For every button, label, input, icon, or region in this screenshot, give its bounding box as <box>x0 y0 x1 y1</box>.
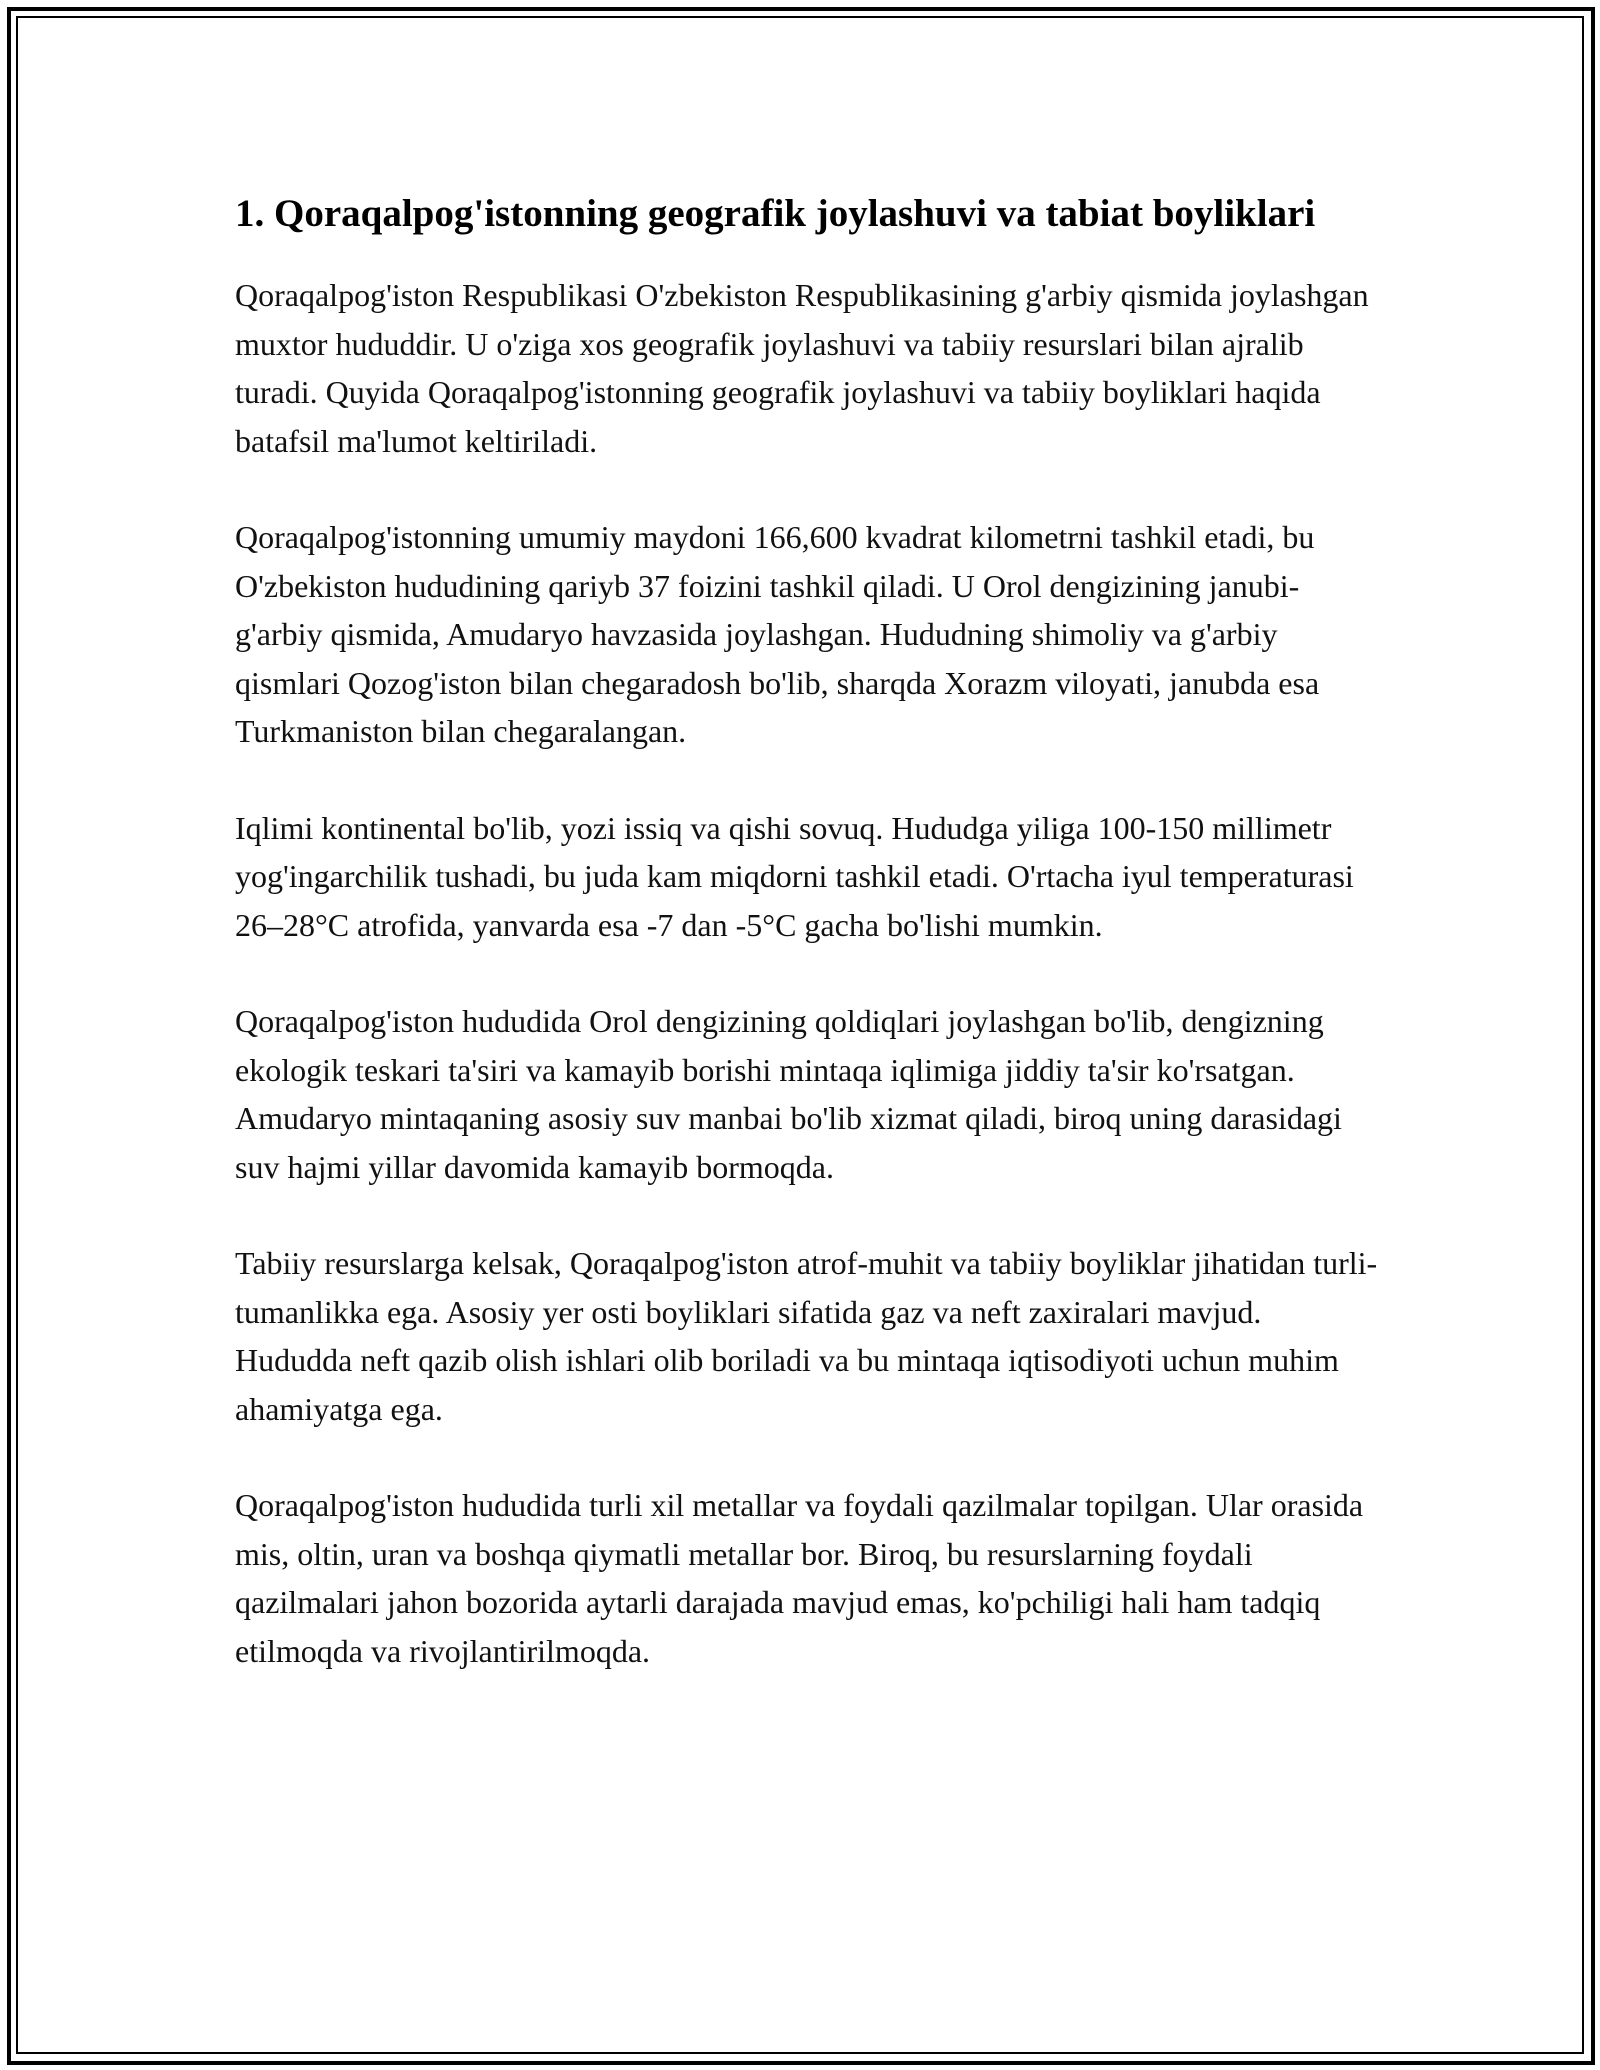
document-body <box>235 186 1385 1723</box>
paragraph-intro: Qoraqalpog'iston Respublikasi O'zbekiston Respublikasining g'arbiy qismida joylashgan muxtor hududdir. U o'ziga xos geografik joylashuvi va tabiiy resurslari bilan ajralib turadi. Quyida Qoraqalpog'istonning geografik joylashuvi va tabiiy boyliklari haqida batafsil ma'lumot keltiriladi. <box>235 277 1369 459</box>
paragraph-aral-sea: Qoraqalpog'iston hududida Orol dengizining qoldiqlari joylashgan bo'lib, dengizning ekologik teskari ta'siri va kamayib borishi mintaqa iqlimiga jiddiy ta'sir ko'rsatgan. Amudaryo mintaqaning asosiy suv manbai bo'lib xizmat qiladi, biroq uning darasidagi suv hajmi yillar davomida kamayib bormoqda. <box>235 1003 1342 1185</box>
section-heading: 1. Qoraqalpog'istonning geografik joylashuvi va tabiat boyliklari <box>235 192 1316 235</box>
paragraph-minerals: Qoraqalpog'iston hududida turli xil metallar va foydali qazilmalar topilgan. Ular orasida mis, oltin, uran va boshqa qiymatli metallar bor. Biroq, bu resurslarning foydali qazilmalari jahon bozorida aytarli darajada mavjud emas, ko'pchiligi hali ham tadqiq etilmoqda va rivojlantirilmoqda. <box>235 1487 1364 1669</box>
paragraph-climate: Iqlimi kontinental bo'lib, yozi issiq va qishi sovuq. Hududga yiliga 100-150 millimetr yog'ingarchilik tushadi, bu juda kam miqdorni tashkil etadi. O'rtacha iyul temperaturasi 26–28°C atrofida, yanvarda esa -7 dan -5°C gacha bo'lishi mumkin. <box>235 809 1354 943</box>
paragraph-natural-resources: Tabiiy resurslarga kelsak, Qoraqalpog'iston atrof-muhit va tabiiy boyliklar jihatidan turli-tumanlikka ega. Asosiy yer osti boyliklari sifatida gaz va neft zaxiralari mavjud. Hududda neft qazib olish ishlari olib boriladi va bu mintaqa iqtisodiyoti uchun muhim ahamiyatga ega. <box>235 1245 1378 1427</box>
paragraph-area-borders: Qoraqalpog'istonning umumiy maydoni 166,600 kvadrat kilometrni tashkil etadi, bu O'zbekiston hududining qariyb 37 foizini tashkil qiladi. U Orol dengizining janubi-g'arbiy qismida, Amudaryo havzasida joylashgan. Hududning shimoliy va g'arbiy qismlari Qozog'iston bilan chegaradosh bo'lib, sharqda Xorazm viloyati, janubda esa Turkmaniston bilan chegaralangan. <box>235 519 1320 749</box>
